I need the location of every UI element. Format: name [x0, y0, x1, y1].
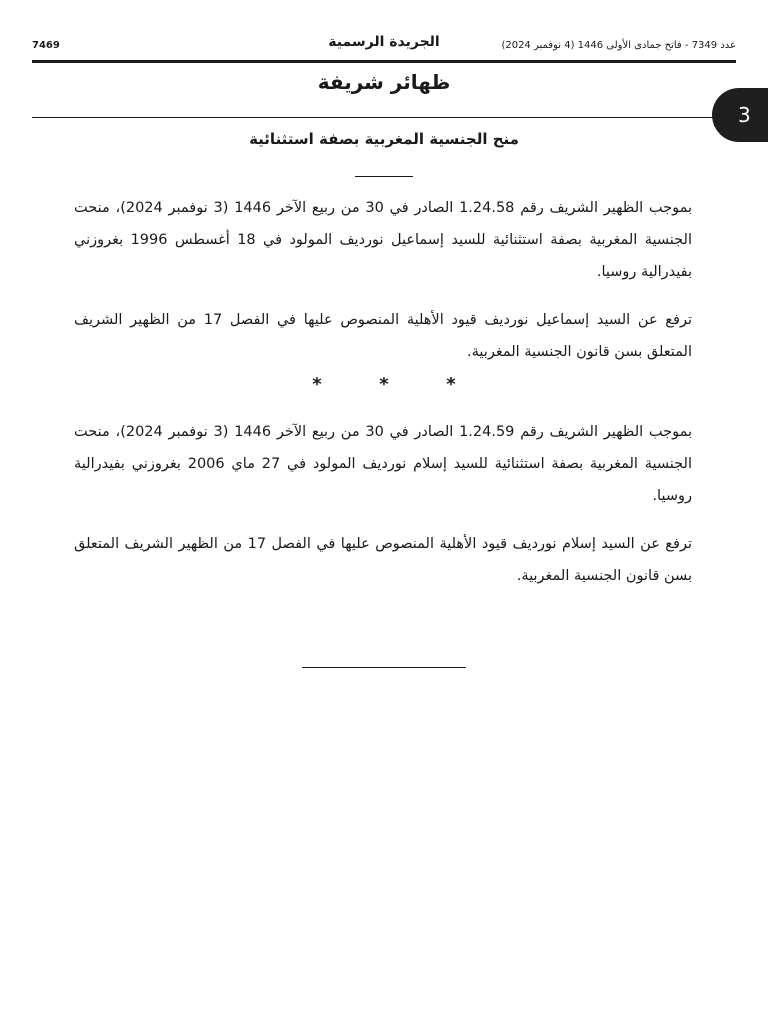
journal-name: الجريدة الرسمية [328, 34, 440, 50]
section-divider [32, 117, 722, 118]
section-title: ظهائر شريفة [317, 70, 451, 94]
asterisk-mark: * [446, 374, 456, 395]
paragraph-restriction-1: ترفع عن السيد إسماعيل نورديف قيود الأهلية المنصوص عليها في الفصل 17 من الظهير الشريف المتعلق بسن قانون الجنسية المغربية. [74, 312, 692, 360]
asterisk-mark: * [312, 374, 322, 395]
title-underline [355, 176, 413, 177]
running-header [32, 34, 736, 58]
page-number: 7469 [32, 40, 60, 51]
asterisk-mark: * [379, 374, 389, 395]
paragraph-decree-1: بموجب الظهير الشريف رقم 1.24.58 الصادر في 30 من ربيع الآخر 1446 (3 نوفمبر 2024)، منحت الجنسية المغربية بصفة استثنائية للسيد إسماعيل نورديف المولود في 18 أغسطس 1996 بغروزني بفيدرالية روسيا. [74, 200, 693, 280]
section-tab-number: 3 [738, 103, 751, 127]
header-divider [32, 60, 736, 63]
paragraph-restriction-2: ترفع عن السيد إسلام نورديف قيود الأهلية المنصوص عليها في الفصل 17 من الظهير الشريف المتعلق بسن قانون الجنسية المغربية. [74, 536, 692, 584]
end-divider [302, 667, 466, 668]
article-title: منح الجنسية المغربية بصفة استثنائية [249, 130, 519, 148]
issue-info: عدد 7349 - فاتح جمادى الأولى 1446 (4 نوفمبر 2024) [501, 40, 736, 51]
asterisk-separator [300, 374, 468, 398]
paragraph-decree-2: بموجب الظهير الشريف رقم 1.24.59 الصادر في 30 من ربيع الآخر 1446 (3 نوفمبر 2024)، منحت الجنسية المغربية بصفة استثنائية للسيد إسلام نورديف المولود في 27 ماي 2006 بغروزني بفيدرالية روسيا. [74, 424, 693, 504]
